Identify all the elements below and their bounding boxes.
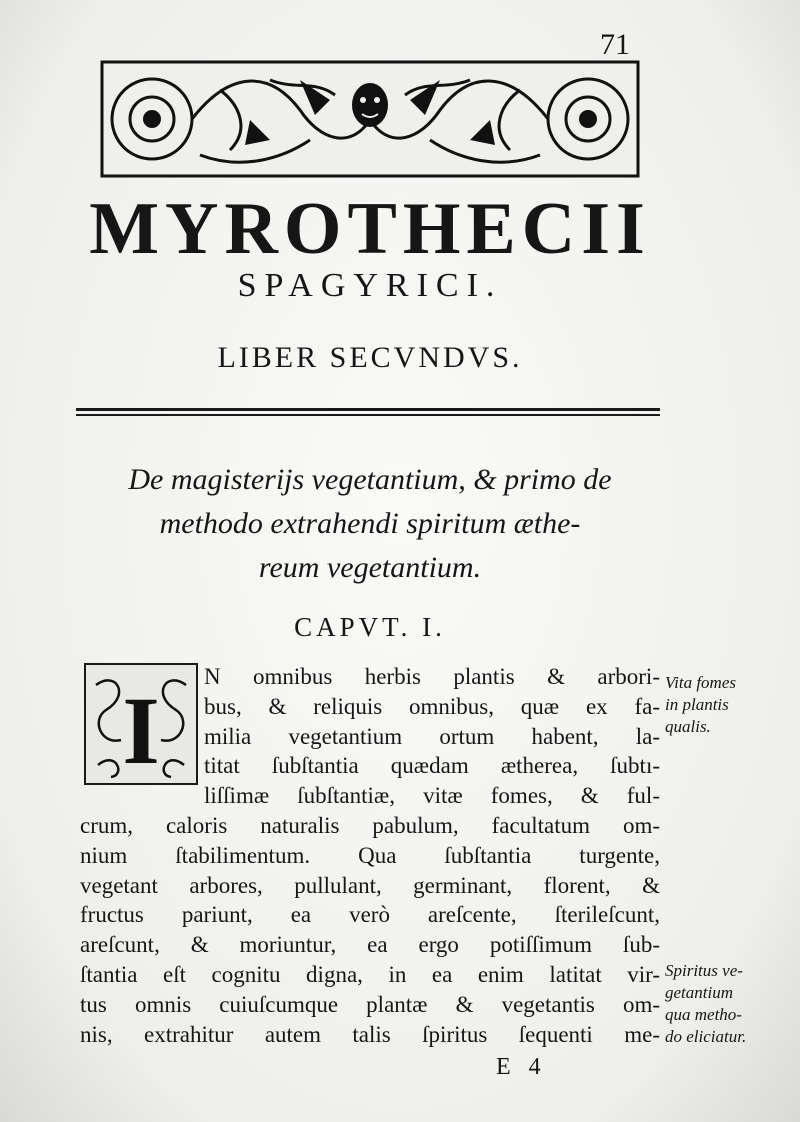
body-line: titat ſubſtantia quædam ætherea, ſubtı- [204,753,660,779]
ornamental-headpiece [100,60,640,178]
body-line: bus, & reliquis omnibus, quæ ex fa- [204,693,660,719]
body-line: vegetant arbores, pullulant, germinant, florent, & [80,872,660,898]
margin-note [665,960,790,1048]
body-line: crum, caloris naturalis pabulum, facultatum om- [80,812,660,838]
page-number: 71 [600,28,630,61]
drop-cap-letter: I [122,677,160,784]
body-text [80,662,660,1049]
margin-note-line: Spiritus ve- [665,961,743,980]
subtitle: SPAGYRICI. [237,267,503,304]
body-line: N omnibus herbis plantis & arbori- [204,664,660,689]
margin-note-line: Vita fomes [665,673,736,692]
body-line: nis, extrahitur autem talis ſpiritus ſequenti me- [80,1021,660,1047]
body-line: fructus pariunt, ea verò areſcente, ſterileſcunt, [80,902,660,928]
book-title: LIBER SECVNDVS. [217,341,523,374]
margin-note-line: do eliciatur. [665,1027,747,1046]
section-heading [80,458,660,590]
margin-note-line: getantium [665,983,733,1002]
body-line: milia vegetantium ortum habent, la- [204,723,660,749]
margin-note-line: qualis. [665,717,711,736]
margin-note-line: in plantis [665,695,729,714]
double-rule-bottom [76,414,660,416]
section-heading-line: De magisterijs vegetantium, & primo de [128,463,612,496]
body-line: areſcunt, & moriuntur, ea ergo potiſſimum ſub- [80,932,660,958]
section-heading-line: reum vegetantium. [258,551,482,584]
double-rule-top [76,408,660,411]
signature-mark: E 4 [496,1054,547,1080]
body-line: ſtantia eſt cognitu digna, in ea enim latitat vir- [80,961,660,987]
margin-note [665,672,790,738]
margin-note-line: qua metho- [665,1005,742,1024]
chapter-title: CAPVT. I. [294,612,446,642]
body-line: liſſimæ ſubſtantiæ, vitæ fomes, & ful- [204,783,660,809]
body-line: nium ſtabilimentum. Qua ſubſtantia turgente, [80,842,660,868]
body-line: tus omnis cuiuſcumque plantæ & vegetantis om- [80,991,660,1017]
section-heading-line: methodo extrahendi spiritum æthe- [159,507,581,540]
main-title: MYROTHECII [89,188,651,270]
